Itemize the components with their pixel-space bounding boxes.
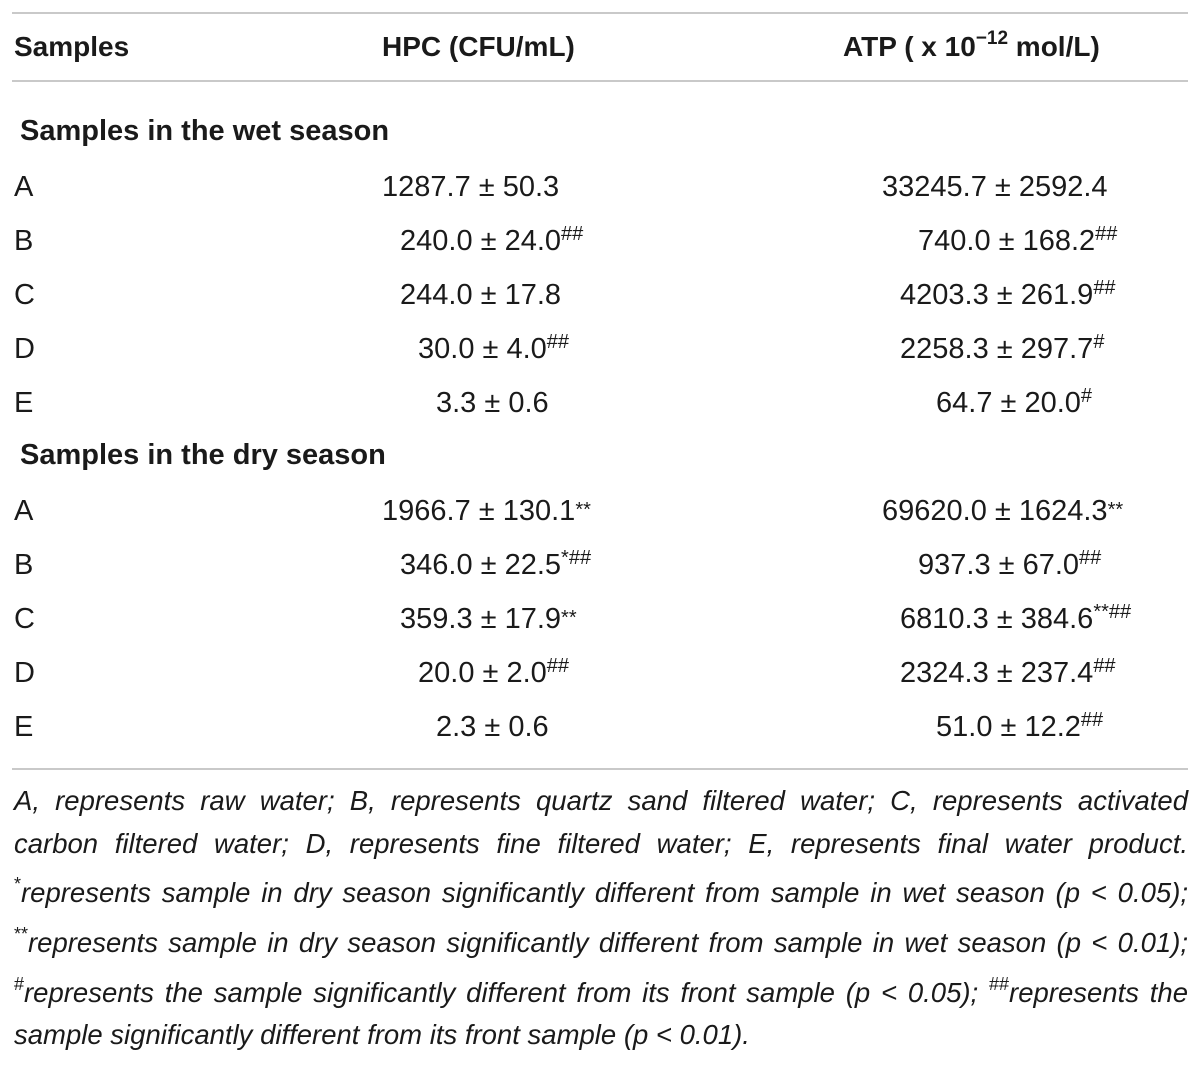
- sample-cell: E: [14, 387, 34, 419]
- hpc-cell: [400, 223, 584, 257]
- table-row: [0, 322, 1200, 376]
- atp-significance: ##: [1080, 709, 1104, 731]
- atp-header-exponent: −12: [975, 28, 1009, 49]
- atp-value: 2258.3 ± 297.7: [900, 333, 1094, 365]
- atp-significance: ##: [1079, 547, 1102, 569]
- hpc-value: 2.3 ± 0.6: [436, 711, 549, 743]
- sample-cell: E: [14, 711, 34, 743]
- atp-significance: ##: [1093, 655, 1116, 677]
- hpc-value: 1287.7 ± 50.3: [382, 171, 560, 203]
- atp-value: 69620.0 ± 1624.3: [882, 495, 1108, 527]
- atp-significance: #: [1080, 385, 1093, 407]
- hpc-value: 3.3 ± 0.6: [436, 387, 549, 419]
- section-title-dry: Samples in the dry season: [20, 439, 386, 471]
- sample-cell: D: [14, 657, 35, 689]
- atp-cell: [936, 709, 1104, 743]
- section-title-wet: Samples in the wet season: [20, 115, 390, 147]
- atp-cell: [936, 385, 1093, 419]
- table-body: [0, 106, 1200, 754]
- table-row: [0, 376, 1200, 430]
- atp-significance: **##: [1093, 601, 1132, 623]
- atp-significance: ##: [1095, 223, 1118, 245]
- atp-significance: #: [1093, 331, 1105, 353]
- table-row: [0, 484, 1200, 538]
- atp-significance: ##: [1093, 277, 1116, 299]
- hpc-significance: ##: [561, 223, 584, 245]
- hpc-cell: [436, 713, 549, 742]
- atp-value: 51.0 ± 12.2: [936, 711, 1081, 743]
- atp-value: 6810.3 ± 384.6: [900, 603, 1094, 635]
- hpc-value: 346.0 ± 22.5: [400, 549, 562, 581]
- footnote-single-star-text: represents sample in dry season significantly different from sample in wet season (p < 0.05);: [21, 877, 1188, 909]
- atp-cell: [900, 331, 1105, 365]
- atp-value: 740.0 ± 168.2: [918, 225, 1096, 257]
- hpc-cell: [418, 655, 570, 689]
- atp-cell: [900, 277, 1116, 311]
- sample-cell: B: [14, 225, 34, 257]
- footnote-marker-single-star: *: [14, 874, 22, 895]
- atp-cell: [900, 601, 1132, 635]
- hpc-cell: [418, 331, 570, 365]
- hpc-value: 359.3 ± 17.9: [400, 603, 562, 635]
- hpc-value: 240.0 ± 24.0: [400, 225, 562, 257]
- footnote-sample-legend: A, represents raw water; B, represents quartz sand filtered water; C, represents activated carbon filtered water; D, represents fine filtered water; E, represents final water product.: [14, 785, 1188, 859]
- table-row: [0, 646, 1200, 700]
- hpc-value: 244.0 ± 17.8: [400, 279, 562, 311]
- table-header-rule: [12, 80, 1188, 82]
- footnote-marker-single-hash: #: [14, 973, 25, 994]
- atp-header-suffix: mol/L): [1008, 31, 1100, 62]
- hpc-value: 30.0 ± 4.0: [418, 333, 547, 365]
- atp-header-prefix: ATP ( x 10: [843, 31, 976, 62]
- footnote-double-star-text: represents sample in dry season significantly different from sample in wet season (p < 0.01);: [28, 927, 1188, 959]
- column-header-atp: [843, 28, 1100, 62]
- hpc-cell: [382, 497, 591, 526]
- atp-cell: [918, 223, 1118, 257]
- sample-cell: A: [14, 495, 34, 527]
- hpc-significance: **: [561, 607, 577, 629]
- hpc-cell: [400, 547, 592, 581]
- footnote-marker-double-star: **: [14, 923, 29, 944]
- sample-cell: D: [14, 333, 35, 365]
- hpc-cell: [400, 281, 561, 310]
- atp-cell: [882, 497, 1123, 526]
- table-row: [0, 592, 1200, 646]
- atp-cell: [900, 655, 1116, 689]
- hpc-cell: [436, 389, 549, 418]
- atp-cell: [918, 547, 1102, 581]
- table-row: [0, 268, 1200, 322]
- sample-cell: B: [14, 549, 34, 581]
- atp-value: 2324.3 ± 237.4: [900, 657, 1094, 689]
- sample-cell: A: [14, 171, 34, 203]
- footnote-single-hash-text: represents the sample significantly different from its front sample (p < 0.05);: [24, 976, 990, 1008]
- table-row: [0, 160, 1200, 214]
- hpc-value: 20.0 ± 2.0: [418, 657, 547, 689]
- hpc-significance: **: [575, 499, 591, 521]
- sample-cell: C: [14, 279, 35, 311]
- table-header: [0, 12, 1200, 80]
- hpc-significance: ##: [546, 655, 570, 677]
- atp-value: 33245.7 ± 2592.4: [882, 171, 1108, 203]
- atp-value: 4203.3 ± 261.9: [900, 279, 1094, 311]
- atp-value: 64.7 ± 20.0: [936, 387, 1081, 419]
- hpc-cell: [400, 605, 577, 634]
- table-row: [0, 538, 1200, 592]
- sample-cell: C: [14, 603, 35, 635]
- column-header-samples: Samples: [14, 31, 130, 62]
- footnote-double-hash-text: represents the sample significantly different from its front sample (p < 0.01).: [14, 976, 1189, 1051]
- hpc-significance: ##: [546, 331, 570, 353]
- hpc-significance: *##: [561, 547, 592, 569]
- table-row: [0, 700, 1200, 754]
- atp-significance: **: [1107, 499, 1124, 521]
- table-row: [0, 214, 1200, 268]
- table-footnote: [14, 780, 1188, 1057]
- column-header-hpc: HPC (CFU/mL): [382, 31, 575, 62]
- hpc-value: 1966.7 ± 130.1: [382, 495, 576, 527]
- atp-cell: [882, 173, 1108, 202]
- hpc-cell: [382, 173, 559, 202]
- atp-value: 937.3 ± 67.0: [918, 549, 1080, 581]
- footnote-marker-double-hash: ##: [989, 973, 1010, 994]
- table-bottom-rule: [12, 768, 1188, 770]
